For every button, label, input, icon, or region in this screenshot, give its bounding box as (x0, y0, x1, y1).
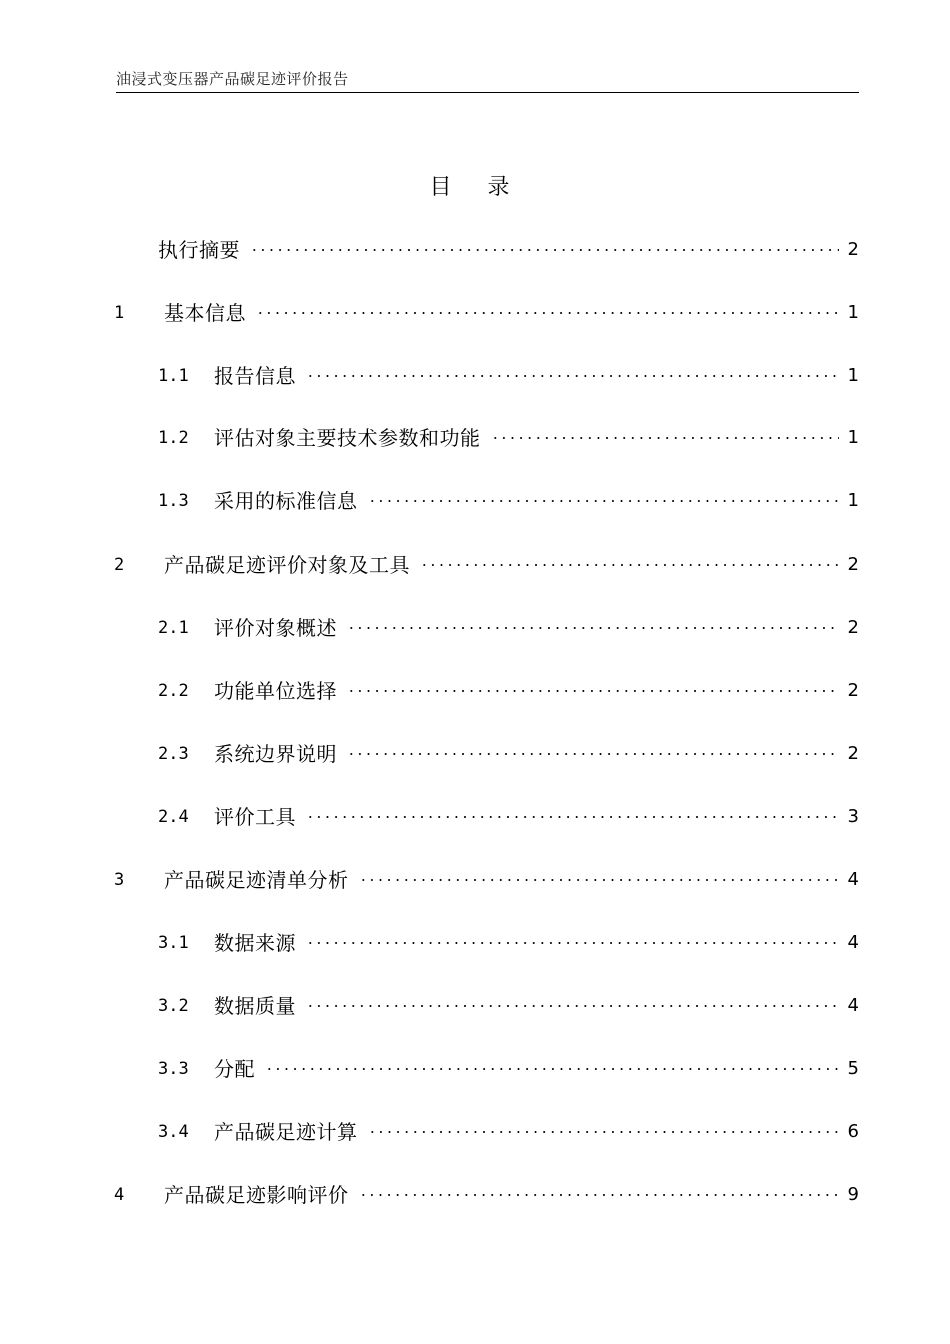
toc-entry-section-2-2[interactable] (158, 677, 859, 705)
toc-entry-page: 4 (847, 932, 859, 953)
toc-entry-section-2-1[interactable] (158, 614, 859, 642)
toc-entry-number: 3.1 (158, 933, 189, 953)
toc-entry-label: 执行摘要 (158, 238, 240, 262)
toc-entry-number: 3.4 (158, 1122, 189, 1142)
toc-entry-page: 5 (847, 1058, 859, 1079)
toc-entry-label: 数据质量 (214, 994, 296, 1018)
toc-entry-label: 报告信息 (214, 364, 296, 388)
toc-dot-leader (359, 1194, 840, 1196)
toc-entry-page: 2 (847, 554, 859, 575)
toc-entry-chapter-3[interactable] (114, 866, 859, 894)
toc-entry-number: 3.3 (158, 1059, 189, 1079)
toc-entry-number: 2.2 (158, 681, 189, 701)
toc-dot-leader (306, 942, 839, 944)
toc-dot-leader (420, 564, 839, 566)
toc-entry-page: 3 (847, 806, 859, 827)
toc-entry-page: 9 (847, 1184, 859, 1205)
toc-entry-number: 1.2 (158, 428, 189, 448)
toc-dot-leader (347, 753, 839, 755)
toc-entry-label: 评价对象概述 (214, 616, 337, 640)
running-title: 油浸式变压器产品碳足迹评价报告 (116, 70, 349, 88)
toc-entry-page: 4 (847, 995, 859, 1016)
toc-entry-executive-summary[interactable] (158, 236, 859, 264)
toc-entry-chapter-1[interactable] (114, 299, 859, 327)
toc-entry-label: 评价工具 (214, 805, 296, 829)
toc-entry-number: 4 (114, 1185, 125, 1205)
toc-title: 目录 (429, 175, 546, 200)
toc-entry-section-2-4[interactable] (158, 803, 859, 831)
toc-entry-page: 2 (847, 617, 859, 638)
toc-entry-label: 分配 (214, 1057, 255, 1081)
toc-entry-label: 产品碳足迹评价对象及工具 (164, 553, 410, 577)
toc-entry-page: 2 (847, 743, 859, 764)
toc-entry-section-2-3[interactable] (158, 740, 859, 768)
toc-dot-leader (306, 816, 839, 818)
toc-entry-section-1-3[interactable] (158, 487, 859, 515)
toc-entry-page: 4 (847, 869, 859, 890)
toc-dot-leader (347, 627, 839, 629)
toc-entry-page: 1 (847, 490, 859, 511)
toc-entry-chapter-2[interactable] (114, 551, 859, 579)
toc-entry-number: 2.3 (158, 744, 189, 764)
toc-entry-section-3-3[interactable] (158, 1055, 859, 1083)
toc-entry-number: 2.1 (158, 618, 189, 638)
toc-entry-label: 采用的标准信息 (214, 489, 358, 513)
toc-entry-section-3-1[interactable] (158, 929, 859, 957)
toc-entry-number: 2 (114, 555, 125, 575)
toc-entry-label: 产品碳足迹清单分析 (164, 868, 349, 892)
toc-dot-leader (368, 500, 840, 502)
toc-entry-section-1-2[interactable] (158, 424, 859, 452)
toc-entry-page: 1 (847, 365, 859, 386)
toc-dot-leader (306, 375, 839, 377)
toc-entry-section-1-1[interactable] (158, 362, 859, 390)
toc-entry-page: 1 (847, 302, 859, 323)
toc-dot-leader (306, 1005, 839, 1007)
toc-entry-label: 基本信息 (164, 301, 246, 325)
toc-entry-label: 评估对象主要技术参数和功能 (214, 426, 481, 450)
toc-entry-number: 1.3 (158, 491, 189, 511)
toc-entry-label: 产品碳足迹影响评价 (164, 1183, 349, 1207)
toc-entry-number: 2.4 (158, 807, 189, 827)
toc-entry-label: 产品碳足迹计算 (214, 1120, 358, 1144)
toc-entry-number: 3.2 (158, 996, 189, 1016)
toc-entry-label: 系统边界说明 (214, 742, 337, 766)
toc-entry-number: 3 (114, 870, 125, 890)
toc-dot-leader (491, 437, 840, 439)
toc-entry-section-3-4[interactable] (158, 1118, 859, 1146)
toc-dot-leader (368, 1131, 840, 1133)
toc-entry-page: 2 (847, 680, 859, 701)
toc-entry-label: 功能单位选择 (214, 679, 337, 703)
toc-entry-number: 1.1 (158, 366, 189, 386)
toc-entry-page: 2 (847, 239, 859, 260)
toc-entry-page: 6 (847, 1121, 859, 1142)
toc-entry-label: 数据来源 (214, 931, 296, 955)
toc-entry-section-3-2[interactable] (158, 992, 859, 1020)
toc-dot-leader (359, 879, 840, 881)
toc-dot-leader (250, 249, 839, 251)
toc-entry-chapter-4[interactable] (114, 1181, 859, 1209)
toc-dot-leader (265, 1068, 839, 1070)
toc-entry-number: 1 (114, 303, 125, 323)
toc-dot-leader (347, 690, 839, 692)
toc-entry-page: 1 (847, 427, 859, 448)
toc-dot-leader (256, 312, 839, 314)
